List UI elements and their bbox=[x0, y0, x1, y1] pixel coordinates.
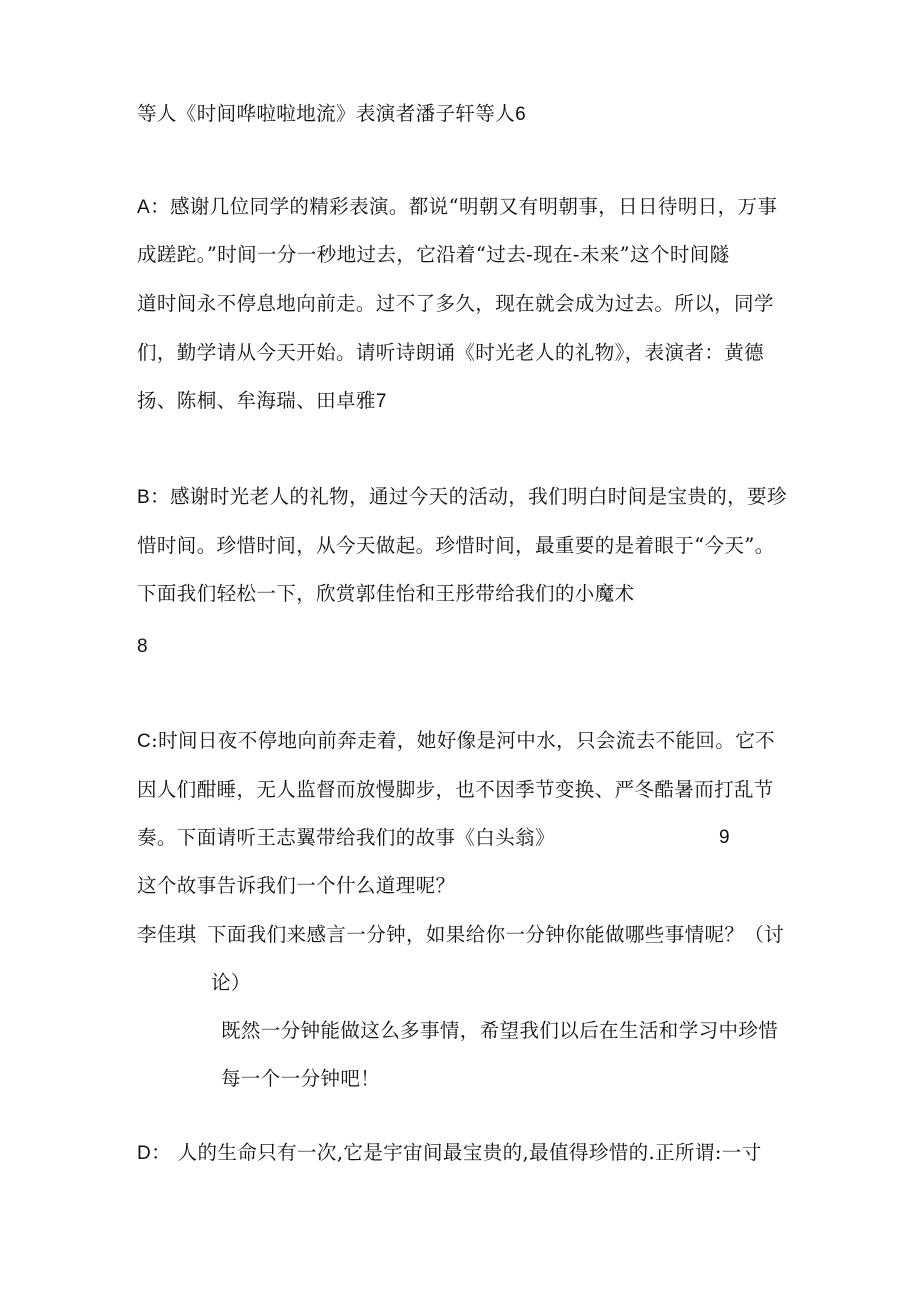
paragraph-b-line-2: 惜时间。珍惜时间，从今天做起。珍惜时间，最重要的是着眼于“今天”。 bbox=[137, 534, 775, 557]
paragraph-a-line-2: 成蹉跎。”时间一分一秒地过去，它沿着“过去-现在-未来”这个时间隧 bbox=[137, 243, 730, 266]
paragraph-d-line-1 bbox=[137, 1140, 762, 1167]
program-number: 6 bbox=[515, 104, 527, 125]
paragraph-c-line-2: 因人们酣睡，无人监督而放慢脚步，也不因季节变换、严冬酷暑而打乱节 bbox=[137, 778, 774, 801]
program-number-9: 9 bbox=[719, 827, 730, 848]
li-line-4: 每一个一分钟吧！ bbox=[221, 1067, 381, 1090]
speaker-label-c: C bbox=[137, 731, 152, 752]
paragraph-b-text-1: ：感谢时光老人的礼物，通过今天的活动，我们明白时间是宝贵的，要珍 bbox=[150, 485, 787, 508]
li-line-2: 论） bbox=[211, 971, 251, 994]
speaker-name-li: 李佳琪 bbox=[137, 923, 197, 946]
program-text: 等人《时间哗啦啦地流》表演者潘子轩等人 bbox=[137, 102, 516, 125]
paragraph-a-line-4: 们，勤学请从今天开始。请听诗朗诵《时光老人的礼物》，表演者：黄德 bbox=[137, 341, 765, 364]
speaker-label-d: D bbox=[137, 1143, 152, 1164]
paragraph-c-line-1 bbox=[137, 728, 775, 755]
speaker-label-a: A bbox=[137, 197, 151, 218]
paragraph-b-line-1 bbox=[137, 484, 787, 511]
paragraph-c-line-4: 这个故事告诉我们一个什么道理呢？ bbox=[137, 874, 456, 897]
speaker-line-li bbox=[137, 922, 197, 948]
paragraph-a-text-5: 扬、陈桐、牟海瑞、田卓雅 bbox=[137, 389, 376, 412]
paragraph-a-line-1 bbox=[137, 194, 777, 221]
program-line-6 bbox=[137, 101, 526, 128]
paragraph-a-text-1: ：感谢几位同学的精彩表演。都说“明朝又有明朝事，日日待明日，万事 bbox=[150, 195, 778, 218]
paragraph-b-line-3: 下面我们轻松一下，欣赏郭佳怡和王彤带给我们的小魔术 bbox=[137, 582, 635, 605]
paragraph-a-line-3: 道时间永不停息地向前走。过不了多久，现在就会成为过去。所以，同学 bbox=[137, 292, 774, 315]
li-line-3: 既然一分钟能做这么多事情，希望我们以后在生活和学习中珍惜 bbox=[221, 1019, 779, 1042]
paragraph-c-text-1: :时间日夜不停地向前奔走着，她好像是河中水，只会流去不能回。它不 bbox=[151, 729, 775, 752]
speaker-label-b: B bbox=[137, 487, 151, 508]
program-number-8: 8 bbox=[137, 636, 148, 657]
paragraph-a-line-5 bbox=[137, 388, 387, 415]
li-line-1: 下面我们来感言一分钟，如果给你一分钟你能做哪些事情呢？（讨 bbox=[207, 923, 785, 946]
program-number-7: 7 bbox=[375, 391, 387, 412]
paragraph-d-text-1: ： 人的生命只有一次,它是宇宙间最宝贵的,最值得珍惜的.正所谓:一寸 bbox=[151, 1141, 762, 1164]
paragraph-c-line-3: 奏。下面请听王志翼带给我们的故事《白头翁》 bbox=[137, 826, 555, 849]
